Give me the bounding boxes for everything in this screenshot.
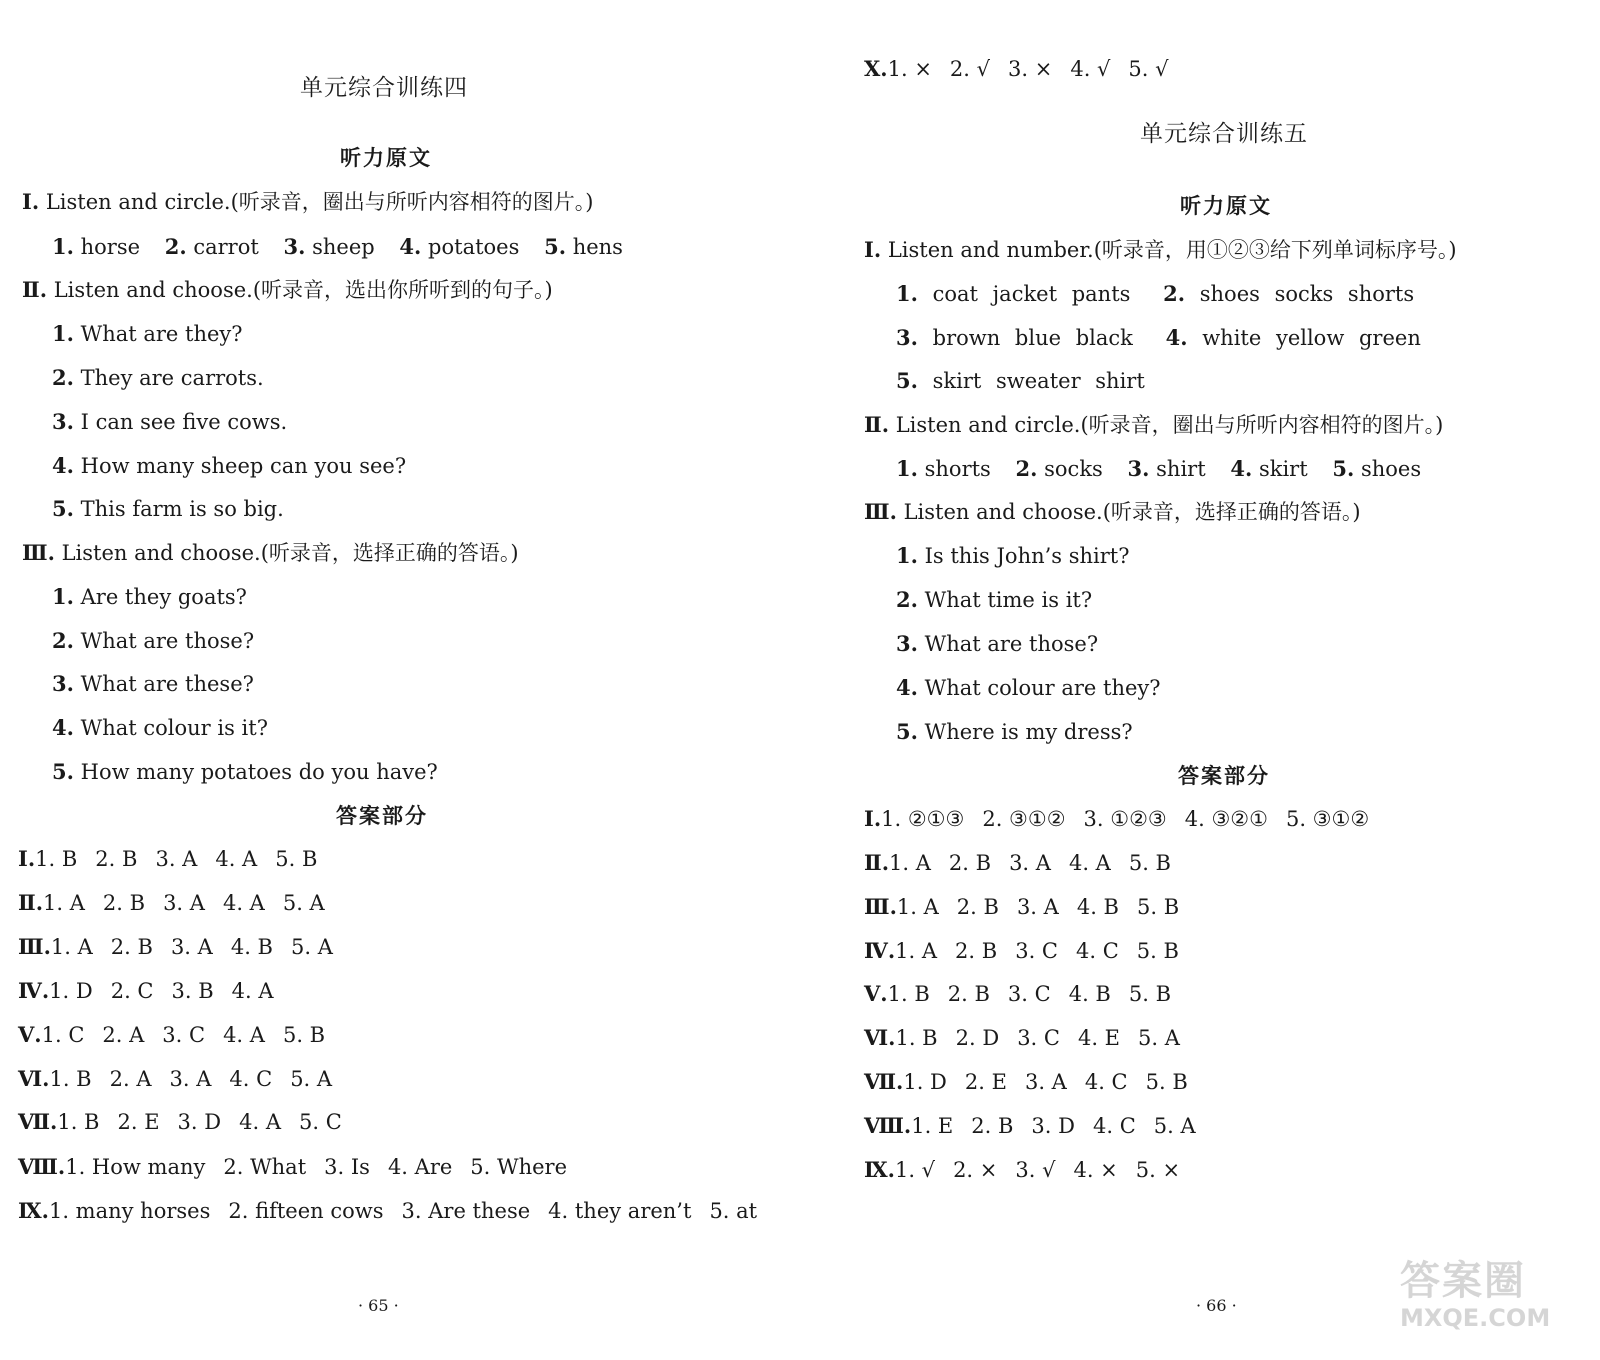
list-item: 2. They are carrots.	[52, 365, 264, 390]
list-item: 1. What are they?	[52, 321, 243, 346]
list-item: 1. Are they goats?	[52, 584, 247, 609]
answer-row: Ⅳ.1. A 2. B 3. C 4. C 5. B	[864, 938, 1179, 963]
list-item: 4. What colour are they?	[896, 675, 1161, 700]
answer-row: Ⅱ.1. A 2. B 3. A 4. A 5. B	[864, 850, 1171, 875]
answer-row: Ⅶ.1. D 2. E 3. A 4. C 5. B	[864, 1069, 1188, 1094]
right-part2-instruction: Ⅱ. Listen and circle.(听录音，圈出与所听内容相符的图片。)	[864, 412, 1444, 437]
answer-row: Ⅴ.1. B 2. B 3. C 4. B 5. B	[864, 981, 1172, 1006]
left-part1-instruction: Ⅰ. Listen and circle.(听录音，圈出与所听内容相符的图片。)	[22, 189, 594, 214]
answer-row: Ⅶ.1. B 2. E 3. D 4. A 5. C	[18, 1109, 342, 1134]
page-number: · 66 ·	[1196, 1296, 1237, 1315]
list-item: 3. brown blue black 4. white yellow green	[896, 325, 1421, 350]
left-listening-heading: 听力原文	[340, 146, 432, 170]
answer-row: Ⅴ.1. C 2. A 3. C 4. A 5. B	[18, 1022, 326, 1047]
left-part1-items: 1. horse 2. carrot 3. sheep 4. potatoes 5. hens	[52, 234, 623, 259]
answer-row: Ⅷ.1. E 2. B 3. D 4. C 5. A	[864, 1113, 1196, 1138]
answer-row: Ⅰ.1. ②①③ 2. ③①② 3. ①②③ 4. ③②① 5. ③①②	[864, 806, 1370, 831]
right-answers-heading: 答案部分	[1178, 764, 1270, 788]
list-item: 5. How many potatoes do you have?	[52, 759, 438, 784]
left-part3-instruction: Ⅲ. Listen and choose.(听录音，选择正确的答语。)	[22, 540, 519, 565]
right-part3-instruction: Ⅲ. Listen and choose.(听录音，选择正确的答语。)	[864, 499, 1361, 524]
right-part1-instruction: Ⅰ. Listen and number.(听录音，用①②③给下列单词标序号。)	[864, 237, 1457, 262]
list-item: 4. How many sheep can you see?	[52, 453, 407, 478]
answer-row: Ⅷ.1. How many 2. What 3. Is 4. Are 5. Where	[18, 1154, 567, 1179]
list-item: 5. skirt sweater shirt	[896, 368, 1145, 393]
answer-row: Ⅵ.1. B 2. D 3. C 4. E 5. A	[864, 1025, 1180, 1050]
answer-row: Ⅱ.1. A 2. B 3. A 4. A 5. A	[18, 890, 325, 915]
watermark-logo	[1400, 1258, 1570, 1344]
left-part2-instruction: Ⅱ. Listen and choose.(听录音，选出你所听到的句子。)	[22, 277, 553, 302]
answer-row: Ⅰ.1. B 2. B 3. A 4. A 5. B	[18, 846, 318, 871]
list-item: 1. coat jacket pants 2. shoes socks shorts	[896, 281, 1415, 306]
list-item: 5. Where is my dress?	[896, 719, 1133, 744]
list-item: 2. What are those?	[52, 628, 255, 653]
list-item: 1. Is this John’s shirt?	[896, 543, 1130, 568]
answer-row: Ⅸ.1. many horses 2. fifteen cows 3. Are these 4. they aren’t 5. at	[18, 1198, 758, 1223]
watermark-mark: 答案圈	[1400, 1258, 1526, 1304]
list-item: 4. What colour is it?	[52, 715, 268, 740]
list-item: 3. What are those?	[896, 631, 1099, 656]
answer-row: Ⅲ.1. A 2. B 3. A 4. B 5. A	[18, 934, 333, 959]
answer-row: Ⅳ.1. D 2. C 3. B 4. A	[18, 978, 274, 1003]
watermark-site: MXQE.COM	[1400, 1304, 1551, 1332]
list-item: 3. I can see five cows.	[52, 409, 288, 434]
list-item: 5. This farm is so big.	[52, 496, 284, 521]
answer-row: Ⅸ.1. √ 2. × 3. √ 4. × 5. ×	[864, 1157, 1181, 1182]
right-part2-items: 1. shorts 2. socks 3. shirt 4. skirt 5. shoes	[896, 456, 1422, 481]
right-listening-heading: 听力原文	[1180, 194, 1272, 218]
list-item: 2. What time is it?	[896, 587, 1093, 612]
answer-row: Ⅲ.1. A 2. B 3. A 4. B 5. B	[864, 894, 1180, 919]
left-answers-heading: 答案部分	[336, 804, 428, 828]
answer-row-x: Ⅹ.1. × 2. √ 3. × 4. √ 5. √	[864, 56, 1169, 81]
right-page	[860, 0, 1600, 1360]
list-item: 3. What are these?	[52, 671, 254, 696]
right-page-title: 单元综合训练五	[1140, 121, 1308, 147]
page-number: · 65 ·	[358, 1296, 399, 1315]
answer-row: Ⅵ.1. B 2. A 3. A 4. C 5. A	[18, 1066, 333, 1091]
left-page	[0, 0, 790, 1360]
left-page-title: 单元综合训练四	[300, 75, 468, 101]
